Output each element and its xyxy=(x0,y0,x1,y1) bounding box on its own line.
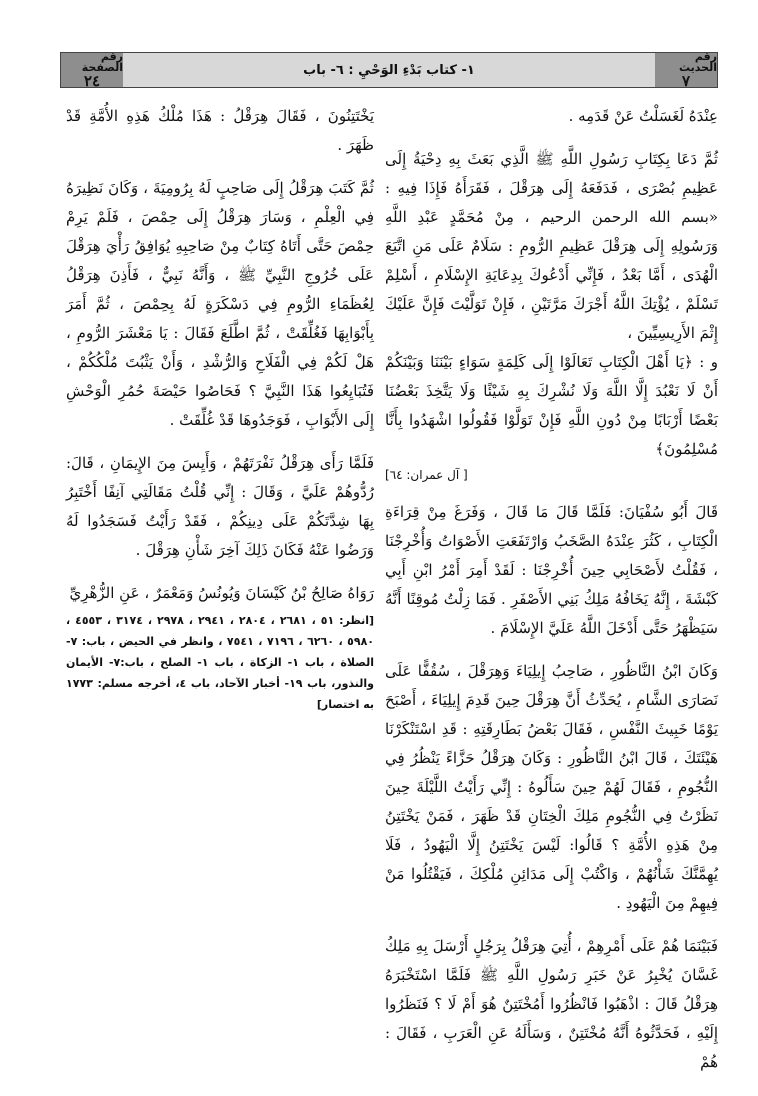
right-text-column xyxy=(385,102,718,1091)
paragraph: عِنْدَهُ لَغَسَلْتُ عَنْ قَدَمِه . xyxy=(568,107,718,125)
hadith-number-label: رقم الحديث xyxy=(679,49,717,75)
page-number-box xyxy=(61,49,123,90)
paragraph: فَبَيْنَمَا هُمْ عَلَى أَمْرِهِمْ ، أُتِيَ هِرَقْلُ بِرَجُلٍ أَرْسَلَ بِهِ مَلِكُ غَسَّانَ يُخْبِرُ عَنْ خَبَرِ رَسُولِ اللَّهِ ﷺ فَلَمَّا اسْتَخْبَرَهُ هِرَقْلُ قَالَ : اذْهَبُوا فَانْظُرُوا أَمُخْتَتِنٌ هُوَ أَمْ لَا ؟ فَنَظَرُوا إِلَيْهِ ، فَحَدَّثُوهُ أَنَّهُ مُخْتَتِنٌ ، وَسَأَلَهُ عَنِ الْعَرَبِ ، فَقَالَ : هُمْ xyxy=(385,937,718,1071)
chapter-title: ١- كتاب بَدْءِ الوَحْيِ : ٦- باب xyxy=(303,62,475,78)
paragraph: فَلَمَّا رَأَى هِرَقْلُ نَفْرَتَهُمْ ، وَأَيِسَ مِنَ الإِيمَانِ ، قَالَ: رُدُّوهُمْ عَلَيَّ ، وَقَالَ : إِنِّي قُلْتُ مَقَالَتِي آنِفًا أَخْتَبِرُ بِهَا شِدَّتَكُمْ عَلَى دِينِكُمْ ، فَقَدْ رَأَيْتُ فَسَجَدُوا لَهُ وَرَضُوا عَنْهُ فَكَانَ ذَلِكَ آخِرَ شَأْنِ هِرَقْلَ . xyxy=(66,454,374,559)
page-number-label: رقم الصفحة xyxy=(81,49,123,75)
page-number: ٢٤ xyxy=(83,71,101,90)
left-text-column xyxy=(66,102,374,729)
cross-references: [انظر: ٥١ ، ٢٦٨١ ، ٢٨٠٤ ، ٢٩٤١ ، ٢٩٧٨ ، ٣١٧٤ ، ٤٥٥٣ ، ٥٩٨٠ ، ٦٢٦٠ ، ٧١٩٦ ، ٧٥٤١ ، وانظر في الحيض ، باب: ٧- الصلاة ، باب ١- الزكاة ، باب ١- الصلح ، باب:٧- الأيمان والنذور، باب ١٩- أخبار الآحاد، باب ٤، أخرجه مسلم: ١٧٧٣ به اختصار] xyxy=(66,614,375,711)
paragraph: قَالَ أَبُو سُفْيَانَ: فَلَمَّا قَالَ مَا قَالَ ، وَفَرَغَ مِنْ قِرَاءَةِ الْكِتَابِ ، كَثُرَ عِنْدَهُ الصَّخَبُ وَارْتَفَعَتِ الأَصْوَاتُ وَأُخْرِجْنَا ، فَقُلْتُ لأَصْحَابِي حِينَ أُخْرِجْنَا : لَقَدْ أَمِرَ أَمْرُ ابْنِ أَبِي كَبْشَةَ ، إِنَّهُ يَخَافُهُ مَلِكُ بَنِي الأَصْفَرِ . فَمَا زِلْتُ مُوقِنًا أَنَّهُ سَيَظْهَرُ حَتَّى أَدْخَلَ اللَّهُ عَلَيَّ الإِسْلَامَ . xyxy=(385,503,718,637)
paragraph: ثُمَّ دَعَا بِكِتَابِ رَسُولِ اللَّهِ ﷺ الَّذِي بَعَثَ بِهِ دِحْيَةُ إِلَى عَظِيمِ بُصْرَى ، فَدَفَعَهُ إِلَى هِرَقْلَ ، فَقَرَأَهُ فَإِذَا فِيهِ : «بسم الله الرحمن الرحيم ، مِنْ مُحَمَّدٍ عَبْدِ اللَّهِ وَرَسُولِهِ إِلَى هِرَقْلَ عَظِيمِ الرُّومِ : سَلَامٌ عَلَى مَنِ اتَّبَعَ الْهُدَى ، أَمَّا بَعْدُ ، فَإِنِّي أَدْعُوكَ بِدِعَايَةِ الإِسْلَامِ ، أَسْلِمْ تَسْلَمْ ، يُؤْتِكَ اللَّهُ أَجْرَكَ مَرَّتَيْنِ ، فَإِنْ تَوَلَّيْتَ فَإِنَّ عَلَيْكَ إِثْمَ الأَرِيسِيِّينَ ، xyxy=(385,150,718,342)
narration-chain: رَوَاهُ صَالِحُ بْنُ كَيْسَانَ وَيُونُسُ وَمَعْمَرٌ ، عَنِ الزُّهْرِيِّ xyxy=(69,584,374,602)
paragraph: ثُمَّ كَتَبَ هِرَقْلُ إِلَى صَاحِبٍ لَهُ بِرُومِيَةَ ، وَكَانَ نَظِيرَهُ فِي الْعِلْمِ ، وَسَارَ هِرَقْلُ إِلَى حِمْصَ ، فَلَمْ يَرِمْ حِمْصَ حَتَّى أَتَاهُ كِتَابٌ مِنْ صَاحِبِهِ يُوَافِقُ رَأْيَ هِرَقْلَ عَلَى خُرُوجِ النَّبِيِّ ﷺ ، وَأَنَّهُ نَبِيٌّ ، فَأَذِنَ هِرَقْلُ لِعُظَمَاءِ الرُّومِ فِي دَسْكَرَةٍ لَهُ بِحِمْصَ ، ثُمَّ أَمَرَ بِأَبْوَابِهَا فَغُلِّقَتْ ، ثُمَّ اطَّلَعَ فَقَالَ : يَا مَعْشَرَ الرُّومِ ، هَلْ لَكُمْ فِي الْفَلَاحِ وَالرُّشْدِ ، وَأَنْ يَثْبُتَ مُلْكُكُمْ ، فَتُبَايِعُوا هَذَا النَّبِيَّ ؟ فَحَاصُوا حَيْصَةَ حُمُرِ الْوَحْشِ إِلَى الأَبْوَابِ ، فَوَجَدُوهَا قَدْ غُلِّقَتْ . xyxy=(66,179,374,429)
verse-reference: [ آل عمران: ٦٤] xyxy=(385,468,468,482)
quran-verse: و : ﴿يَا أَهْلَ الْكِتَابِ تَعَالَوْا إِلَى كَلِمَةٍ سَوَاءٍ بَيْنَنَا وَبَيْنَكُمْ أَنْ لَا نَعْبُدَ إِلَّا اللَّهَ وَلَا نُشْرِكَ بِهِ شَيْئًا وَلَا يَتَّخِذَ بَعْضُنَا بَعْضًا أَرْبَابًا مِنْ دُونِ اللَّهِ فَإِنْ تَوَلَّوْا فَقُولُوا اشْهَدُوا بِأَنَّا مُسْلِمُونَ﴾ xyxy=(385,353,718,458)
paragraph: يَخْتَتِنُونَ ، فَقَالَ هِرَقْلُ : هَذَا مُلْكُ هَذِهِ الأُمَّةِ قَدْ ظَهَرَ . xyxy=(66,107,374,154)
page-header xyxy=(60,49,718,90)
hadith-number-box xyxy=(655,49,717,90)
paragraph: وَكَانَ ابْنُ النَّاظُورِ ، صَاحِبُ إِيلِيَاءَ وَهِرَقْلَ ، سُقُفًّا عَلَى نَصَارَى الشَّامِ ، يُحَدِّثُ أَنَّ هِرَقْلَ حِينَ قَدِمَ إِيلِيَاءَ ، أَصْبَحَ يَوْمًا خَبِيثَ النَّفْسِ ، فَقَالَ بَعْضُ بَطَارِقَتِهِ : قَدِ اسْتَنْكَرْنَا هَيْئَتَكَ ، قَالَ ابْنُ النَّاظُورِ : وَكَانَ هِرَقْلُ حَزَّاءً يَنْظُرُ فِي النُّجُومِ ، فَقَالَ لَهُمْ حِينَ سَأَلُوهُ : إِنِّي رَأَيْتُ اللَّيْلَةَ حِينَ نَظَرْتُ فِي النُّجُومِ مَلِكَ الْخِتَانِ قَدْ ظَهَرَ ، فَمَنْ يَخْتَتِنُ مِنْ هَذِهِ الأُمَّةِ ؟ قَالُوا: لَيْسَ يَخْتَتِنُ إِلَّا الْيَهُودُ ، فَلَا يُهِمَّنَّكَ شَأْنُهُمْ ، وَاكْتُبْ إِلَى مَدَائِنِ مُلْكِكَ ، فَيَقْتُلُوا مَنْ فِيهِمْ مِنَ الْيَهُودِ . xyxy=(385,662,718,912)
hadith-number: ٧ xyxy=(681,71,691,90)
